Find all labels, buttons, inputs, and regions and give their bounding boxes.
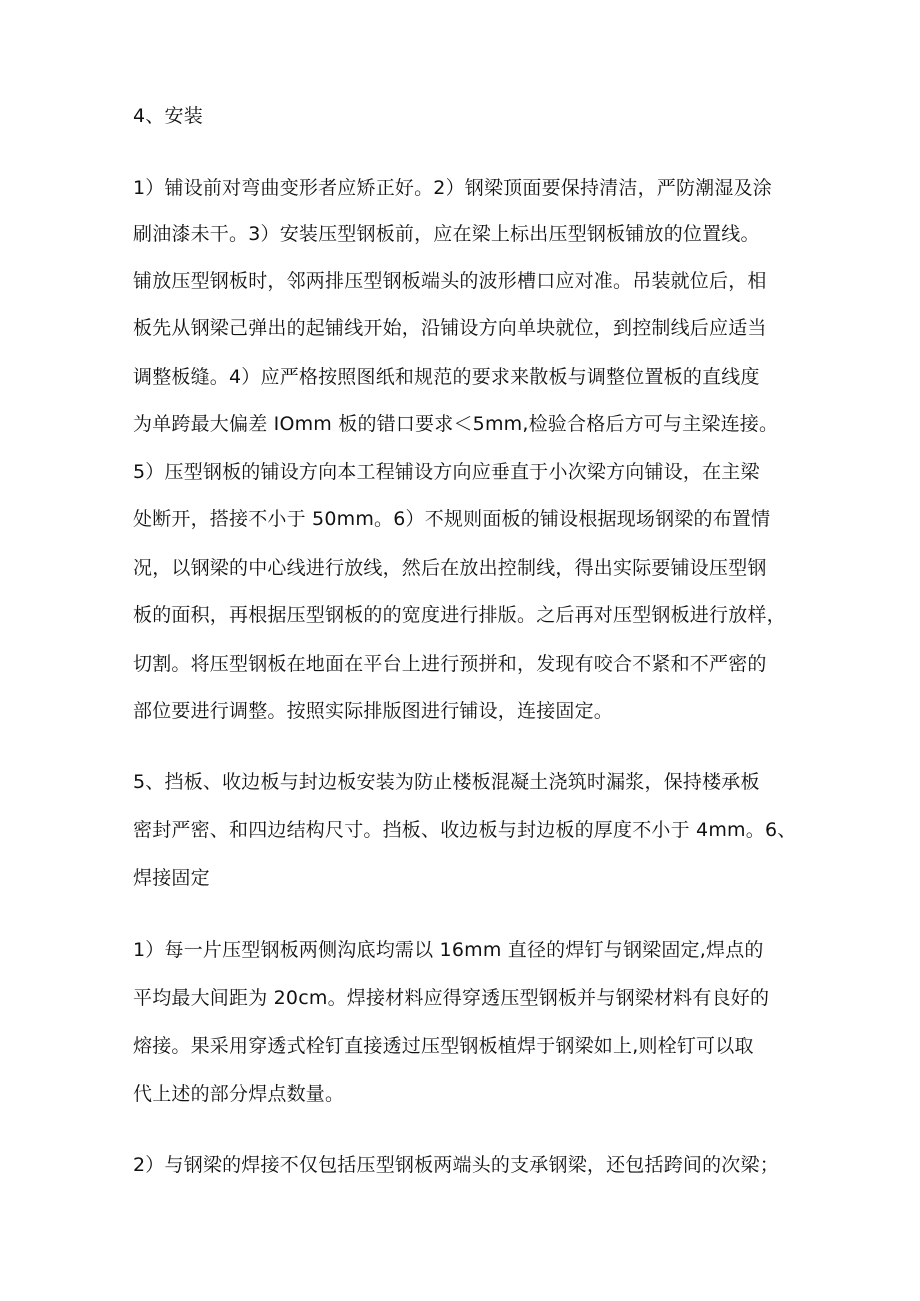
section-heading-install: 4、安装 [133,105,203,127]
paragraph-line: 5）压型钢板的铺设方向本工程铺设方向应垂直于小次梁方向铺设，在主梁 [133,461,760,483]
paragraph-line: 况，以钢梁的中心线进行放线，然后在放出控制线，得出实际要铺设压型钢 [133,557,767,579]
section-heading-welding: 焊接固定 [133,867,210,889]
paragraph-line: 1）每一片压型钢板两侧沟底均需以 16mm 直径的焊钉与钢梁固定,焊点的 [133,939,764,961]
paragraph-line: 处断开，搭接不小于 50mm。6）不规则面板的铺设根据现场钢梁的布置情 [133,508,771,530]
paragraph-line: 调整板缝。4）应严格按照图纸和规范的要求来散板与调整位置板的直线度 [133,366,760,388]
paragraph-line: 板的面积，再根据压型钢板的的宽度进行排版。之后再对压型钢板进行放样， [133,604,786,626]
paragraph-line: 密封严密、和四边结构尺寸。挡板、收边板与封边板的厚度不小于 4mm。6、 [133,819,797,841]
paragraph-line: 刷油漆未干。3）安装压型钢板前，应在梁上标出压型钢板铺放的位置线。 [133,223,760,245]
paragraph-line: 切割。将压型钢板在地面在平台上进行预拼和，发现有咬合不紧和不严密的 [133,653,767,675]
paragraph-line: 部位要进行调整。按照实际排版图进行铺设，连接固定。 [133,700,614,722]
paragraph-line: 2）与钢梁的焊接不仅包括压型钢板两端头的支承钢梁，还包括跨间的次梁； [133,1154,779,1176]
section-heading-baffle: 5、挡板、收边板与封边板安装为防止楼板混凝土浇筑时漏浆，保持楼承板 [133,771,760,793]
paragraph-line: 板先从钢梁己弹出的起铺线开始，沿铺设方向单块就位，到控制线后应适当 [133,317,767,339]
paragraph-line: 熔接。果采用穿透式栓钉直接透过压型钢板植焊于钢梁如上,则栓钉可以取 [133,1035,754,1057]
paragraph-line: 1）铺设前对弯曲变形者应矫正好。2）钢梁顶面要保持清洁，严防潮湿及涂 [133,177,772,199]
paragraph-line: 平均最大间距为 20cm。焊接材料应得穿透压型钢板并与钢梁材料有良好的 [133,987,770,1009]
paragraph-line: 代上述的部分焊点数量。 [133,1083,345,1105]
paragraph-line: 铺放压型钢板时，邻两排压型钢板端头的波形槽口应对准。吊装就位后，相 [133,270,767,292]
paragraph-line: 为单跨最大偏差 IOmm 板的错口要求＜5mm,检验合格后方可与主梁连接。 [133,413,779,435]
